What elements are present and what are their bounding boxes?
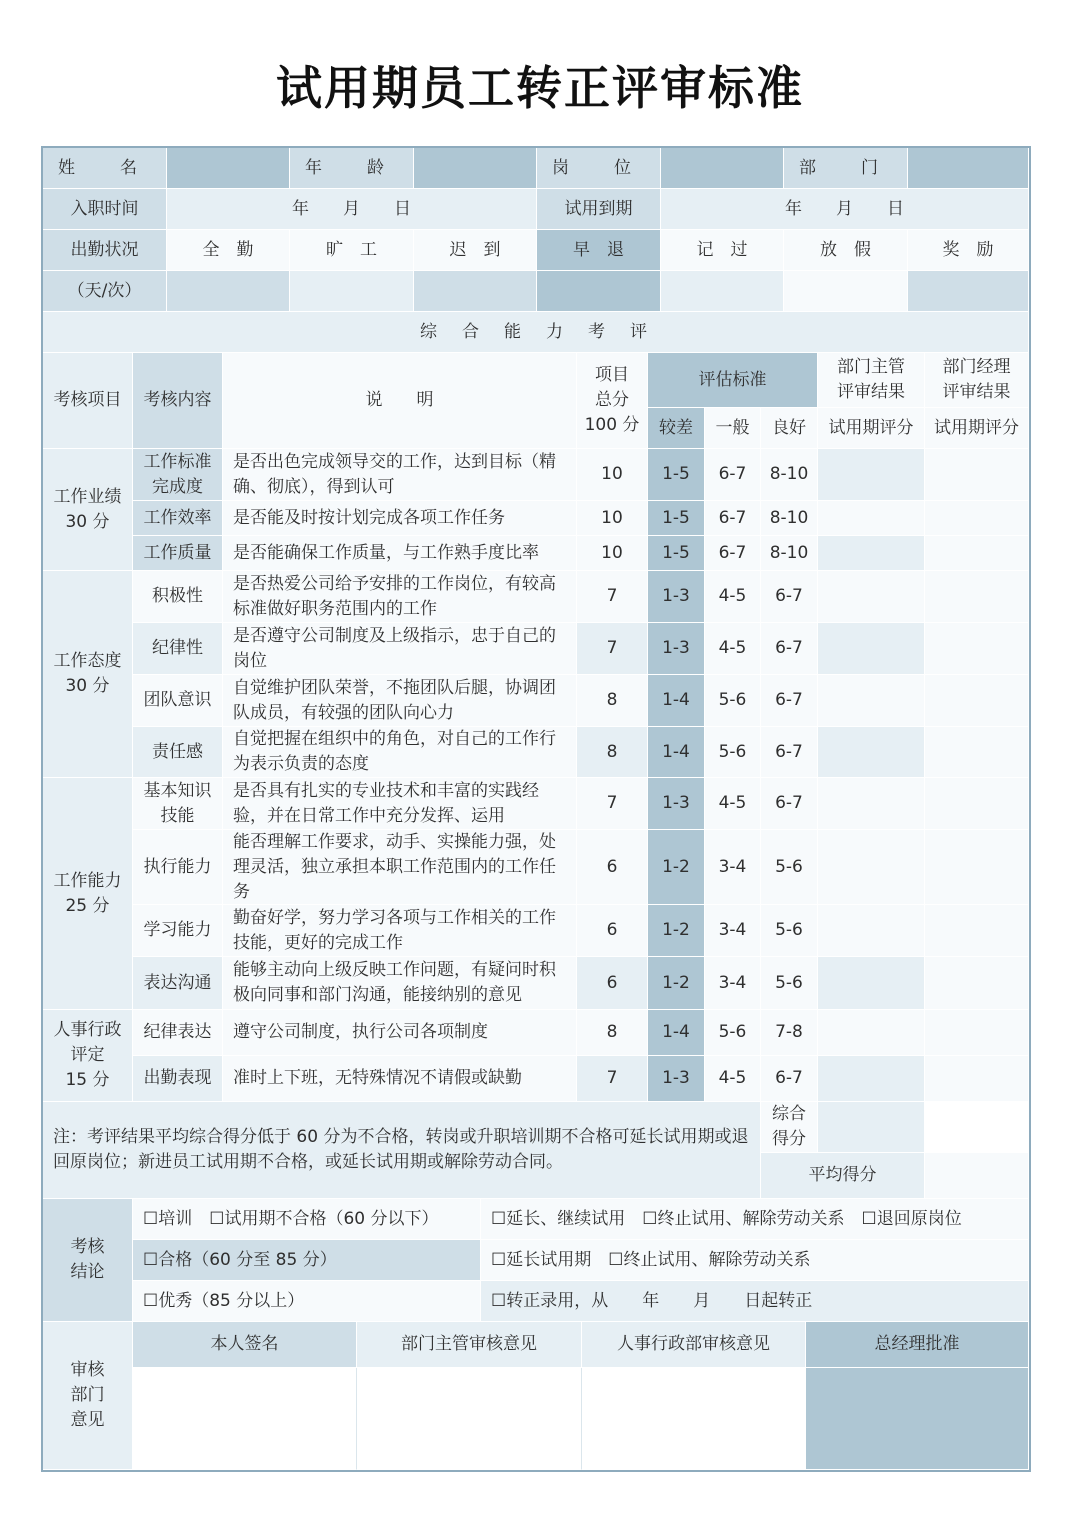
row-description: 能否理解工作要求，动手、实操能力强，处理灵活，独立承担本职工作范围内的工作任务 [223, 830, 577, 905]
row-manager-score[interactable] [925, 623, 1029, 675]
row-manager-score[interactable] [925, 675, 1029, 727]
review-supervisor-opinion[interactable] [357, 1368, 582, 1470]
conclusion-option-6[interactable]: ☐转正录用，从 年 月 日起转正 [481, 1281, 1029, 1322]
row-manager-score[interactable] [925, 957, 1029, 1010]
row-supervisor-score[interactable] [818, 449, 925, 501]
row-content: 工作质量 [133, 536, 223, 571]
row-total-score: 8 [577, 675, 648, 727]
row-range-normal: 4-5 [705, 571, 761, 623]
row-supervisor-score[interactable] [818, 830, 925, 905]
row-description: 自觉维护团队荣誉，不拖团队后腿，协调团队成员，有较强的团队向心力 [223, 675, 577, 727]
row-range-poor: 1-3 [648, 778, 705, 830]
row-range-poor: 1-2 [648, 957, 705, 1010]
row-description: 遵守公司制度，执行公司各项制度 [223, 1010, 577, 1056]
row-total-score: 8 [577, 727, 648, 778]
row-manager-score[interactable] [925, 830, 1029, 905]
row-range-normal: 4-5 [705, 623, 761, 675]
row-total-score: 8 [577, 1010, 648, 1056]
total-score-manager[interactable] [925, 1102, 1029, 1153]
row-range-good: 6-7 [761, 623, 818, 675]
attendance-value-leave[interactable] [784, 271, 908, 312]
entry-date-label: 入职时间 [43, 189, 167, 230]
conclusion-option-2[interactable]: ☐延长、继续试用 ☐终止试用、解除劳动关系 ☐退回原岗位 [481, 1199, 1029, 1240]
dept-field[interactable] [908, 148, 1029, 189]
category-performance: 工作业绩 30 分 [43, 449, 133, 571]
header-total: 项目 总分 100 分 [577, 353, 648, 449]
total-score-label: 综合 得分 [761, 1102, 818, 1153]
row-range-normal: 6-7 [705, 501, 761, 536]
row-range-normal: 5-6 [705, 675, 761, 727]
row-range-good: 8-10 [761, 449, 818, 501]
row-total-score: 10 [577, 501, 648, 536]
attendance-item-absent: 旷 工 [290, 230, 414, 271]
row-manager-score[interactable] [925, 778, 1029, 830]
row-range-normal: 6-7 [705, 536, 761, 571]
row-total-score: 7 [577, 778, 648, 830]
row-range-normal: 5-6 [705, 1010, 761, 1056]
conclusion-option-3[interactable]: ☐合格（60 分至 85 分） [133, 1240, 481, 1281]
row-description: 是否出色完成领导交的工作，达到目标（精确、彻底），得到认可 [223, 449, 577, 501]
row-supervisor-score[interactable] [818, 571, 925, 623]
avg-score-value[interactable] [925, 1153, 1029, 1199]
row-range-poor: 1-3 [648, 571, 705, 623]
category-attitude: 工作态度 30 分 [43, 571, 133, 778]
attendance-value-reward[interactable] [908, 271, 1029, 312]
row-manager-score[interactable] [925, 571, 1029, 623]
age-label: 年 龄 [290, 148, 414, 189]
row-description: 勤奋好学，努力学习各项与工作相关的工作技能，更好的完成工作 [223, 905, 577, 957]
header-normal: 一般 [705, 408, 761, 449]
review-hr-label: 人事行政部审核意见 [582, 1322, 806, 1368]
row-content: 团队意识 [133, 675, 223, 727]
row-supervisor-score[interactable] [818, 1056, 925, 1102]
row-range-good: 6-7 [761, 778, 818, 830]
conclusion-option-1[interactable]: ☐培训 ☐试用期不合格（60 分以下） [133, 1199, 481, 1240]
row-range-good: 7-8 [761, 1010, 818, 1056]
row-content: 学习能力 [133, 905, 223, 957]
row-supervisor-score[interactable] [818, 727, 925, 778]
attendance-value-late[interactable] [414, 271, 537, 312]
row-range-good: 5-6 [761, 957, 818, 1010]
header-supervisor: 部门主管 评审结果 [818, 353, 925, 408]
row-range-good: 8-10 [761, 536, 818, 571]
row-supervisor-score[interactable] [818, 1010, 925, 1056]
age-field[interactable] [414, 148, 537, 189]
attendance-item-reward: 奖 励 [908, 230, 1029, 271]
category-ability: 工作能力 25 分 [43, 778, 133, 1010]
entry-date-field[interactable]: 年 月 日 [167, 189, 537, 230]
row-supervisor-score[interactable] [818, 623, 925, 675]
name-field[interactable] [167, 148, 290, 189]
header-manager-sub: 试用期评分 [925, 408, 1029, 449]
row-range-poor: 1-4 [648, 1010, 705, 1056]
row-content: 责任感 [133, 727, 223, 778]
row-description: 是否热爱公司给予安排的工作岗位，有较高标准做好职务范围内的工作 [223, 571, 577, 623]
total-score-supervisor[interactable] [818, 1102, 925, 1153]
note-text: 注：考评结果平均综合得分低于 60 分为不合格，转岗或升职培训期不合格可延长试用期或退回原岗位；新进员工试用期不合格，或延长试用期或解除劳动合同。 [43, 1102, 761, 1199]
page-title: 试用期员工转正评审标准 [276, 61, 804, 115]
attendance-unit: （天/次） [43, 271, 167, 312]
row-range-normal: 4-5 [705, 778, 761, 830]
row-range-normal: 3-4 [705, 830, 761, 905]
avg-score-label: 平均得分 [761, 1153, 925, 1199]
review-self-signature[interactable] [133, 1368, 357, 1470]
row-content: 执行能力 [133, 830, 223, 905]
position-label: 岗 位 [537, 148, 661, 189]
row-manager-score[interactable] [925, 1056, 1029, 1102]
row-content: 工作效率 [133, 501, 223, 536]
attendance-value-absent[interactable] [290, 271, 414, 312]
attendance-item-leave: 放 假 [784, 230, 908, 271]
row-total-score: 10 [577, 449, 648, 501]
trial-end-label: 试用到期 [537, 189, 661, 230]
row-content: 工作标准 完成度 [133, 449, 223, 501]
row-total-score: 10 [577, 536, 648, 571]
row-supervisor-score[interactable] [818, 501, 925, 536]
row-manager-score[interactable] [925, 1010, 1029, 1056]
row-total-score: 7 [577, 571, 648, 623]
row-manager-score[interactable] [925, 905, 1029, 957]
review-label: 审核 部门 意见 [43, 1322, 133, 1470]
row-range-poor: 1-3 [648, 623, 705, 675]
category-hr: 人事行政 评定 15 分 [43, 1010, 133, 1102]
row-content: 纪律表达 [133, 1010, 223, 1056]
row-content: 纪律性 [133, 623, 223, 675]
row-range-good: 6-7 [761, 675, 818, 727]
row-range-good: 8-10 [761, 501, 818, 536]
row-range-poor: 1-5 [648, 501, 705, 536]
row-supervisor-score[interactable] [818, 957, 925, 1010]
row-range-poor: 1-5 [648, 449, 705, 501]
row-description: 是否遵守公司制度及上级指示，忠于自己的岗位 [223, 623, 577, 675]
row-content: 出勤表现 [133, 1056, 223, 1102]
row-description: 准时上下班，无特殊情况不请假或缺勤 [223, 1056, 577, 1102]
name-label: 姓 名 [43, 148, 167, 189]
row-manager-score[interactable] [925, 449, 1029, 501]
row-range-good: 6-7 [761, 727, 818, 778]
attendance-value-demerit[interactable] [661, 271, 784, 312]
row-total-score: 6 [577, 957, 648, 1010]
row-range-good: 6-7 [761, 571, 818, 623]
attendance-item-late: 迟 到 [414, 230, 537, 271]
row-range-normal: 6-7 [705, 449, 761, 501]
row-range-good: 5-6 [761, 830, 818, 905]
row-content: 积极性 [133, 571, 223, 623]
row-supervisor-score[interactable] [818, 536, 925, 571]
header-good: 良好 [761, 408, 818, 449]
review-gm-approval[interactable] [806, 1368, 1029, 1470]
row-manager-score[interactable] [925, 501, 1029, 536]
review-hr-opinion[interactable] [582, 1368, 806, 1470]
section-title: 综 合 能 力 考 评 [43, 312, 1029, 353]
row-supervisor-score[interactable] [818, 778, 925, 830]
row-range-poor: 1-5 [648, 536, 705, 571]
row-description: 自觉把握在组织中的角色，对自己的工作行为表示负责的态度 [223, 727, 577, 778]
review-self-label: 本人签名 [133, 1322, 357, 1368]
row-content: 基本知识 技能 [133, 778, 223, 830]
row-range-good: 6-7 [761, 1056, 818, 1102]
attendance-label: 出勤状况 [43, 230, 167, 271]
header-supervisor-sub: 试用期评分 [818, 408, 925, 449]
row-manager-score[interactable] [925, 727, 1029, 778]
row-total-score: 6 [577, 830, 648, 905]
conclusion-option-5[interactable]: ☐优秀（85 分以上） [133, 1281, 481, 1322]
attendance-item-early: 早 退 [537, 230, 661, 271]
row-total-score: 7 [577, 1056, 648, 1102]
row-description: 是否能确保工作质量，与工作熟手度比率 [223, 536, 577, 571]
row-range-poor: 1-4 [648, 727, 705, 778]
row-description: 是否能及时按计划完成各项工作任务 [223, 501, 577, 536]
row-manager-score[interactable] [925, 536, 1029, 571]
row-range-poor: 1-3 [648, 1056, 705, 1102]
row-range-good: 5-6 [761, 905, 818, 957]
row-range-poor: 1-4 [648, 675, 705, 727]
attendance-value-full[interactable] [167, 271, 290, 312]
row-description: 能够主动向上级反映工作问题，有疑问时积极向同事和部门沟通，能接纳别的意见 [223, 957, 577, 1010]
position-field[interactable] [661, 148, 784, 189]
row-total-score: 6 [577, 905, 648, 957]
attendance-item-full: 全 勤 [167, 230, 290, 271]
row-supervisor-score[interactable] [818, 675, 925, 727]
header-item: 考核项目 [43, 353, 133, 449]
row-range-poor: 1-2 [648, 830, 705, 905]
header-content: 考核内容 [133, 353, 223, 449]
row-range-poor: 1-2 [648, 905, 705, 957]
attendance-item-demerit: 记 过 [661, 230, 784, 271]
review-gm-label: 总经理批准 [806, 1322, 1029, 1368]
row-content: 表达沟通 [133, 957, 223, 1010]
review-form [41, 146, 1031, 1472]
row-range-normal: 5-6 [705, 727, 761, 778]
conclusion-label: 考核 结论 [43, 1199, 133, 1322]
header-desc: 说 明 [223, 353, 577, 449]
dept-label: 部 门 [784, 148, 908, 189]
attendance-value-early[interactable] [537, 271, 661, 312]
header-poor: 较差 [648, 408, 705, 449]
row-range-normal: 3-4 [705, 905, 761, 957]
trial-end-field[interactable]: 年 月 日 [661, 189, 1029, 230]
review-supervisor-label: 部门主管审核意见 [357, 1322, 582, 1368]
row-description: 是否具有扎实的专业技术和丰富的实践经验，并在日常工作中充分发挥、运用 [223, 778, 577, 830]
row-range-normal: 4-5 [705, 1056, 761, 1102]
header-standard: 评估标准 [648, 353, 818, 408]
row-supervisor-score[interactable] [818, 905, 925, 957]
row-range-normal: 3-4 [705, 957, 761, 1010]
header-manager: 部门经理 评审结果 [925, 353, 1029, 408]
row-total-score: 7 [577, 623, 648, 675]
conclusion-option-4[interactable]: ☐延长试用期 ☐终止试用、解除劳动关系 [481, 1240, 1029, 1281]
